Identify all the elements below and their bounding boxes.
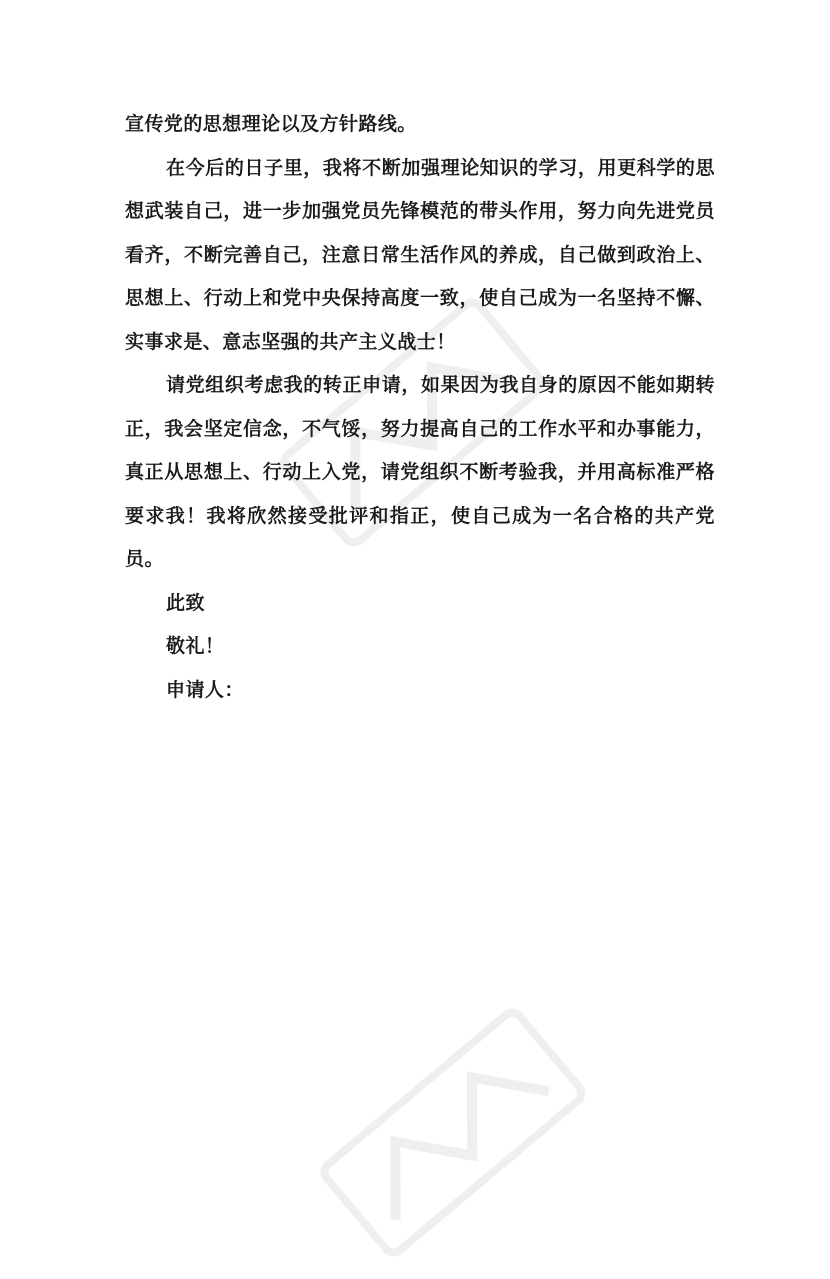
watermark-icon bbox=[315, 1003, 605, 1279]
paragraph-request: 请党组织考虑我的转正申请，如果因为我自身的原因不能如期转正，我会坚定信念，不气馁，努力提高自己的工作水平和办事能力，真正从思想上、行动上入党，请党组织不断考验我，并用高标准严格要求我！我将欣然接受批评和指正，使自己成为一名合格的共产党员。 bbox=[125, 374, 715, 570]
document-body bbox=[125, 103, 715, 712]
paragraph-continuation: 宣传党的思想理论以及方针路线。 bbox=[125, 113, 417, 135]
paragraph-future-plans: 在今后的日子里，我将不断加强理论知识的学习，用更科学的思想武装自己，进一步加强党员先锋模范的带头作用，努力向先进党员看齐，不断完善自己，注意日常生活作风的养成，自己做到政治上、思想上、行动上和党中央保持高度一致，使自己成为一名坚持不懈、实事求是、意志坚强的共产主义战士！ bbox=[125, 156, 715, 353]
closing-salute: 敬礼！ bbox=[166, 635, 225, 657]
closing-greeting: 此致 bbox=[166, 591, 205, 614]
signature-label: 申请人： bbox=[166, 678, 244, 701]
